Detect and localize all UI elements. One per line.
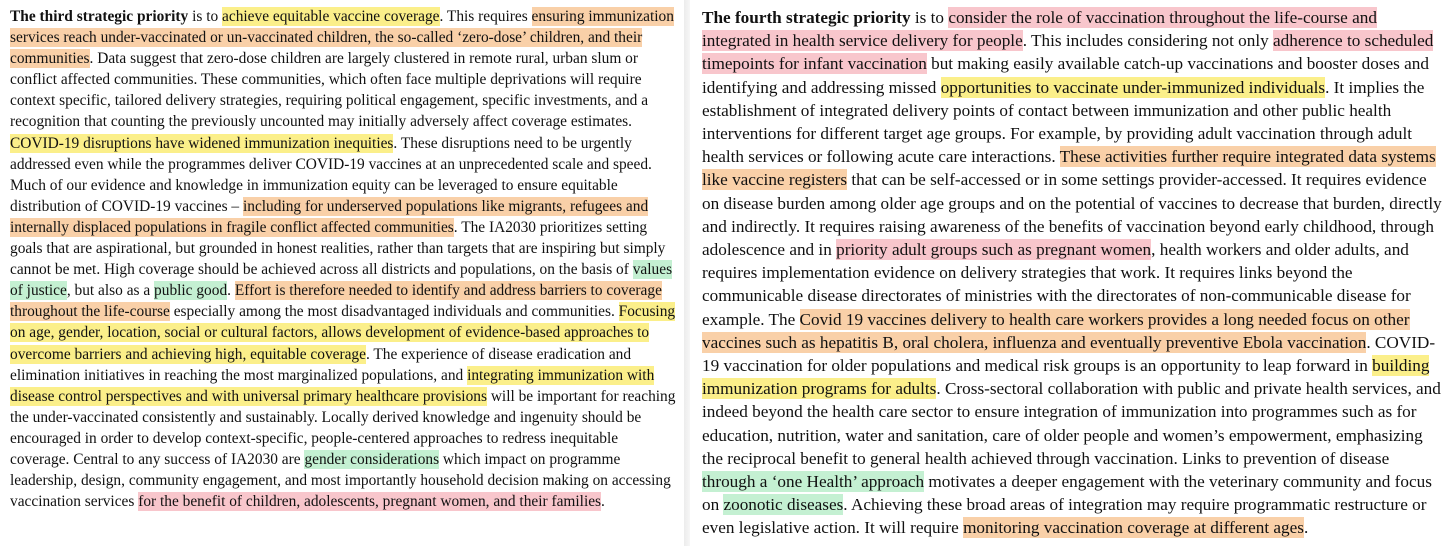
highlight-orange: including for underserved populations like migrants, refugees and internally displaced populations in fragile conflict affected communities bbox=[10, 197, 649, 236]
body-text: . bbox=[227, 282, 235, 300]
body-text: . The IA2030 prioritizes setting goals that are aspirational, but grounded in honest realities, rather than targets that are inspiring but simply cannot be met. High coverage should be achieved across all districts and populations, on the basis of bbox=[10, 218, 666, 279]
body-text: , health workers and older adults, and requires implementation evidence on delivery strategies that work. It requires links beyond the communicable disease directorates of ministries with the directorates of non-communicable disease for example. The bbox=[702, 240, 1411, 329]
highlight-green: zoonotic diseases bbox=[723, 495, 844, 515]
body-text: . COVID-19 vaccination for older populations and medical risk groups is an opportunity to leap forward in bbox=[702, 332, 1436, 376]
third-priority-paragraph bbox=[10, 6, 676, 512]
body-text: . The experience of disease eradication and elimination initiatives in reaching the most marginalized populations, and bbox=[10, 345, 632, 384]
highlight-yellow: Focusing on age, gender, location, social or cultural factors, allows development of evidence-based approaches to overcome barriers and achieving high, equitable coverage bbox=[10, 303, 676, 363]
body-text: is to bbox=[910, 8, 949, 27]
body-text: . This requires bbox=[439, 8, 532, 25]
highlight-red: priority adult groups such as pregnant women bbox=[836, 240, 1152, 260]
highlight-green: public good bbox=[154, 282, 228, 300]
highlight-yellow: integrating immunization with disease control perspectives and with universal primary healthcare provisions bbox=[10, 366, 655, 405]
body-text: is to bbox=[188, 8, 223, 25]
highlight-yellow: COVID-19 disruptions have widened immunization inequities bbox=[10, 134, 394, 152]
body-text: . Data suggest that zero-dose children are largely clustered in remote rural, urban slum or conflict affected communities. These communities, which often face multiple deprivations will require context specific, tailored delivery strategies, requiring political engagement, specific investments, and a recognition that counting the previously uncounted may initially adversely affect coverage estimates. bbox=[10, 50, 649, 131]
body-text: that can be self-accessed or in some settings provider-accessed. It requires evidence on disease burden among older age groups and on the potential of vaccines to decrease that burden, directly and indirectly. It requires raising awareness of the benefits of vaccination beyond early childhood, through adolescence and in bbox=[702, 170, 1442, 260]
body-text: . bbox=[601, 493, 605, 511]
highlight-red: consider the role of vaccination throughout the life-course and integrated in health service delivery for people bbox=[702, 8, 1377, 51]
highlight-red: for the benefit of children, adolescents, pregnant women, and their families bbox=[138, 493, 602, 511]
column-divider bbox=[684, 0, 690, 546]
highlight-orange: Effort is therefore needed to identify and address barriers to coverage throughout the life-course bbox=[10, 282, 662, 321]
highlight-yellow: building immunization programs for adults bbox=[702, 356, 1430, 399]
highlight-green: gender considerations bbox=[304, 450, 440, 468]
body-text: motivates a deeper engagement with the veterinary community and focus on bbox=[702, 472, 1432, 515]
highlight-yellow: opportunities to vaccinate under-immunized individuals bbox=[940, 77, 1326, 97]
body-text: . Achieving these broad areas of integration may require programmatic restructure or even legislative action. It will require bbox=[702, 495, 1427, 538]
highlight-orange: ensuring immunization services reach under-vaccinated or un-vaccinated children, the so-called ‘zero-dose’ children, and their communities bbox=[10, 8, 674, 68]
body-text: . It implies the establishment of integrated delivery points of contact between immunization and other public health interventions for different target age groups. For example, by providing adult vaccination through adult health services or following acute care interactions. bbox=[702, 77, 1425, 167]
priority-heading: The fourth strategic priority bbox=[702, 8, 911, 27]
body-text: which impact on programme leadership, design, community engagement, and most importantly household decision making on accessing vaccination services bbox=[10, 450, 671, 511]
body-text: will be important for reaching the under-vaccinated consistently and sustainably. Locally derived knowledge and ingenuity should be encouraged in order to develop context-specific, people-centered approaches to redress inequitable coverage. Central to any success of IA2030 are bbox=[10, 387, 676, 468]
highlight-orange: Covid 19 vaccines delivery to health care workers provides a long needed focus on other vaccines such as hepatitis B, oral cholera, influenza and eventually preventive Ebola vaccination bbox=[702, 309, 1410, 352]
highlight-green: values of justice bbox=[10, 261, 673, 300]
body-text: . bbox=[1303, 518, 1309, 538]
body-text: . These disruptions need to be urgently addressed even while the programmes deliver COVID-19 vaccines at an unprecedented scale and speed. Much of our evidence and knowledge in immunization equity can be leveraged to ensure equitable distribution of COVID-19 vaccines – bbox=[10, 134, 652, 215]
body-text: , but also as a bbox=[66, 282, 155, 300]
body-text: but making easily available catch-up vaccinations and booster doses and identifying and addressing missed bbox=[702, 54, 1429, 97]
fourth-priority-paragraph bbox=[702, 6, 1444, 540]
body-text: especially among the most disadvantaged individuals and communities. bbox=[169, 303, 619, 321]
highlight-orange: monitoring vaccination coverage at different ages bbox=[963, 518, 1304, 538]
body-text: . Cross-sectoral collaboration with public and private health services, and indeed beyond the health care sector to ensure integration of immunization into programmes such as for education, nutrition, water and sanitation, care of older people and women’s empowerment, emphasizing the reciprocal benefit to general health achieved through vaccination. Links to prevention of disease bbox=[702, 379, 1441, 468]
highlight-green: through a ‘one Health’ approach bbox=[702, 472, 925, 492]
highlight-yellow: achieve equitable vaccine coverage bbox=[222, 8, 440, 25]
body-text: . This includes considering not only bbox=[1022, 31, 1274, 51]
highlight-red: adherence to scheduled timepoints for infant vaccination bbox=[702, 31, 1434, 74]
highlight-orange: These activities further require integrated data systems like vaccine registers bbox=[702, 147, 1436, 190]
priority-heading: The third strategic priority bbox=[10, 8, 189, 25]
